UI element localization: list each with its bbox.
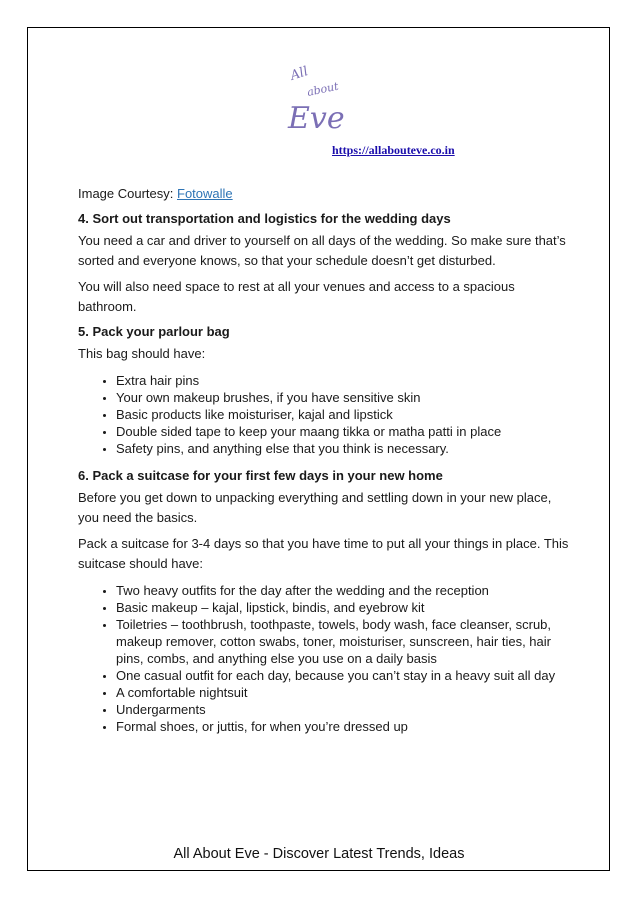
list-item: • Basic products like moisturiser, kajal and lipstick [116, 406, 570, 423]
section-5-heading: 5. Pack your parlour bag [78, 324, 230, 339]
logo-text-eve: Eve [288, 101, 345, 136]
list-item: • Formal shoes, or juttis, for when you’re dressed up [116, 718, 570, 735]
parlour-bag-list [78, 372, 570, 457]
section-4-heading: 4. Sort out transportation and logistics for the wedding days [78, 211, 451, 226]
logo-text-all: All [288, 64, 311, 84]
suitcase-list [78, 582, 570, 735]
list-item: • Two heavy outfits for the day after the wedding and the reception [116, 582, 570, 599]
document-body [78, 184, 570, 745]
section-4-paragraph-2: You will also need space to rest at all your venues and access to a spacious bathroom. [78, 279, 515, 314]
section-6-paragraph-1: Before you get down to unpacking everything and settling down in your new place, you need the basics. [78, 490, 552, 525]
list-item: • One casual outfit for each day, because you can’t stay in a heavy suit all day [116, 667, 570, 684]
list-item: • Undergarments [116, 701, 570, 718]
section-5-intro: This bag should have: [78, 346, 206, 361]
list-item: • Double sided tape to keep your maang tikka or matha patti in place [116, 423, 570, 440]
image-courtesy [78, 184, 570, 204]
site-url-link[interactable]: https://allabouteve.co.in [332, 143, 455, 157]
list-item: • A comfortable nightsuit [116, 684, 570, 701]
section-4-paragraph-1: You need a car and driver to yourself on all days of the wedding. So make sure that’s sorted and everyone knows, so that your schedule doesn’t get disturbed. [78, 233, 566, 268]
list-item: • Safety pins, and anything else that you think is necessary. [116, 440, 570, 457]
list-item: • Toiletries – toothbrush, toothpaste, towels, body wash, face cleanser, scrub, makeup remover, cotton swabs, toner, moisturiser, sunscreen, hair ties, hair pins, combs, and anything else you use on a daily basis [116, 616, 570, 667]
section-6-heading: 6. Pack a suitcase for your first few days in your new home [78, 468, 443, 483]
page-footer: All About Eve - Discover Latest Trends, Ideas [173, 846, 465, 862]
list-item: • Your own makeup brushes, if you have sensitive skin [116, 389, 570, 406]
list-item: • Extra hair pins [116, 372, 570, 389]
fotowalle-link[interactable]: Fotowalle [177, 186, 233, 201]
list-item: • Basic makeup – kajal, lipstick, bindis, and eyebrow kit [116, 599, 570, 616]
logo-text-about: about [305, 79, 340, 99]
image-courtesy-label: Image Courtesy: [78, 186, 177, 201]
all-about-eve-logo [284, 62, 356, 138]
section-6-paragraph-2: Pack a suitcase for 3-4 days so that you have time to put all your things in place. This suitcase should have: [78, 536, 569, 571]
